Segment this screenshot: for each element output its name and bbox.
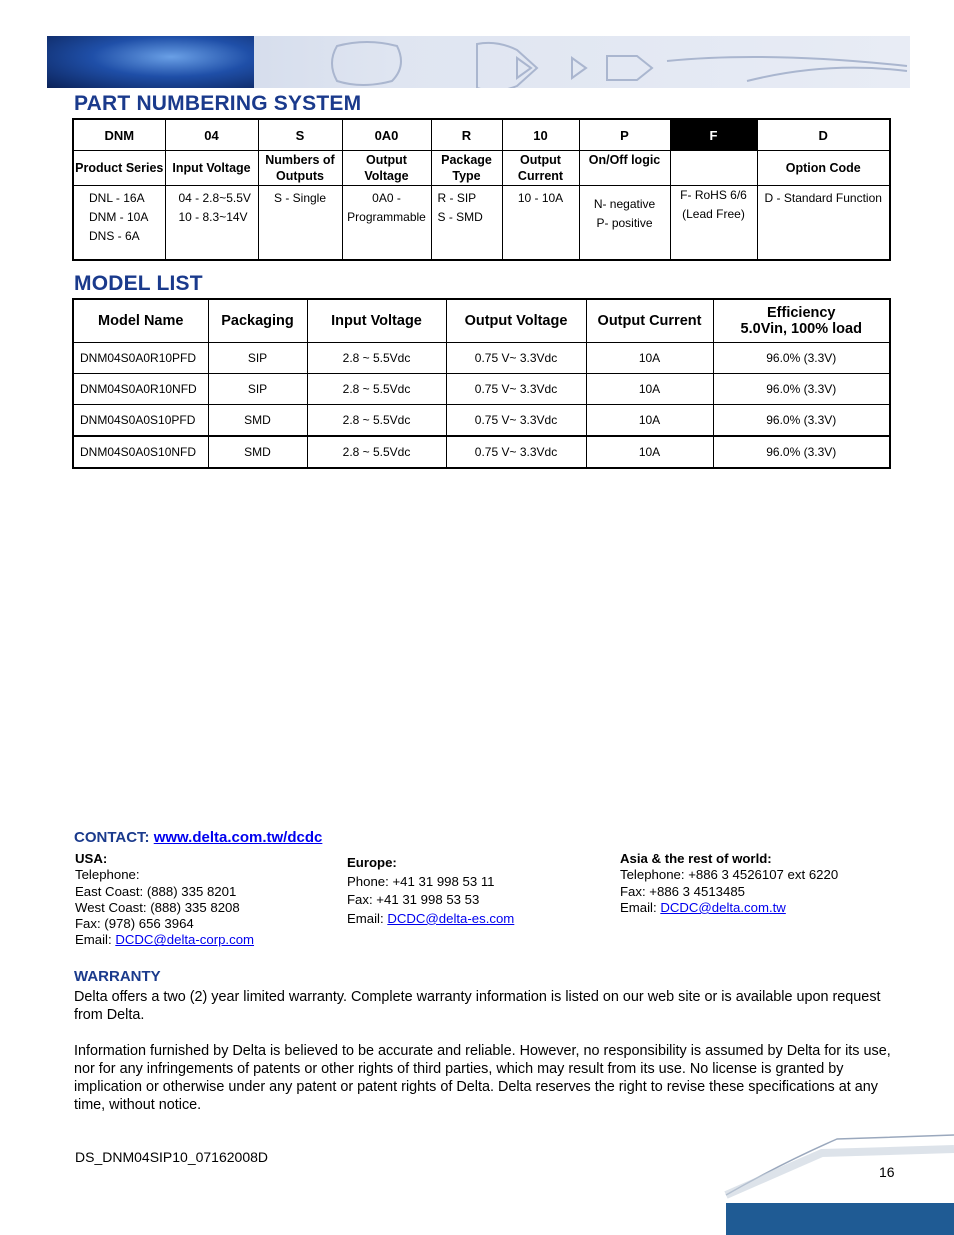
table-cell: 10A	[586, 405, 713, 437]
table-cell: SMD	[208, 436, 307, 468]
value-cell	[165, 186, 258, 261]
value-cell	[670, 186, 757, 261]
code-cell: D	[757, 119, 890, 151]
europe-line: Fax: +41 31 998 53 53	[347, 892, 480, 908]
banner-decoration	[47, 36, 910, 88]
contact-europe	[347, 854, 514, 928]
table-cell: 0.75 V~ 3.3Vdc	[446, 374, 586, 405]
usa-heading: USA:	[75, 851, 108, 866]
model-name-cell: DNM04S0A0R10NFD	[73, 374, 208, 405]
header-cell: Output Current	[502, 151, 579, 186]
header-cell: Output Voltage	[342, 151, 431, 186]
table-cell: 2.8 ~ 5.5Vdc	[307, 343, 446, 374]
value-line: DNS - 6A	[89, 229, 140, 243]
value-line: F- RoHS 6/6	[680, 188, 747, 202]
column-header: Output Current	[586, 299, 713, 343]
value-line: (Lead Free)	[682, 207, 745, 221]
header-cell	[670, 151, 757, 186]
asia-line: Fax: +886 3 4513485	[620, 883, 746, 899]
table-cell: 96.0% (3.3V)	[713, 343, 890, 374]
europe-heading: Europe:	[347, 855, 397, 870]
table-cell: SIP	[208, 374, 307, 405]
table-row	[73, 343, 890, 374]
warranty-text: Delta offers a two (2) year limited warranty. Complete warranty information is listed on our web site or is available upon request from Delta.	[74, 989, 881, 1023]
table-row	[73, 436, 890, 468]
header-cell: Numbers of Outputs	[258, 151, 342, 186]
table-cell: 0.75 V~ 3.3Vdc	[446, 343, 586, 374]
value-line: Programmable	[347, 210, 426, 224]
page-number: 16	[879, 1164, 895, 1180]
warranty-heading: WARRANTY	[74, 968, 161, 985]
value-cell	[73, 186, 165, 261]
part-numbering-title: PART NUMBERING SYSTEM	[74, 92, 362, 115]
value-line: 04 - 2.8~5.5V	[178, 191, 251, 205]
value-line: 10 - 10A	[517, 191, 564, 205]
header-banner	[47, 36, 910, 88]
column-header: Input Voltage	[307, 299, 446, 343]
asia-email-label: Email:	[620, 899, 661, 915]
contact-url-link[interactable]: www.delta.com.tw/dcdc	[153, 829, 323, 846]
value-line: N- negative	[593, 197, 656, 211]
table-cell: 0.75 V~ 3.3Vdc	[446, 436, 586, 468]
table-cell: 0.75 V~ 3.3Vdc	[446, 405, 586, 437]
header-cell: On/Off logic	[579, 151, 670, 186]
value-cell	[258, 186, 342, 261]
model-name-cell: DNM04S0A0R10PFD	[73, 343, 208, 374]
model-name-cell: DNM04S0A0S10PFD	[73, 405, 208, 437]
asia-email-link[interactable]: DCDC@delta.com.tw	[660, 899, 786, 915]
value-line: P- positive	[596, 216, 653, 230]
column-header: Model Name	[73, 299, 208, 343]
asia-heading: Asia & the rest of world:	[620, 851, 772, 866]
table-row	[73, 405, 890, 437]
asia-line: Telephone: +886 3 4526107 ext 6220	[620, 867, 839, 883]
value-cell	[757, 186, 890, 261]
code-cell: 04	[165, 119, 258, 151]
model-list-title: MODEL LIST	[74, 272, 203, 295]
europe-email-label: Email:	[347, 910, 388, 926]
value-cell	[342, 186, 431, 261]
table-cell: 2.8 ~ 5.5Vdc	[307, 436, 446, 468]
header-cell: Input Voltage	[165, 151, 258, 186]
table-cell: SIP	[208, 343, 307, 374]
code-cell: 10	[502, 119, 579, 151]
efficiency-header: Efficiency	[767, 305, 836, 321]
value-cell	[431, 186, 502, 261]
value-cell	[579, 186, 670, 261]
value-line: 0A0 -	[372, 191, 401, 205]
table-cell: SMD	[208, 405, 307, 437]
disclaimer-text: Information furnished by Delta is believed to be accurate and reliable. However, no responsibility is assumed by Delta for its use, nor for any infringements of patents or other rights of third parties, which may result from its use. No license is granted by implication or otherwise under any patent or patent rights of Delta. Delta reserves the right to revise these specifications at any time, without notice.	[74, 1043, 891, 1113]
usa-line: Telephone:	[75, 867, 140, 883]
value-line: 10 - 8.3~14V	[178, 210, 248, 224]
column-header: Packaging	[208, 299, 307, 343]
table-cell: 10A	[586, 436, 713, 468]
value-line: DNM - 10A	[89, 210, 149, 224]
table-cell: 96.0% (3.3V)	[713, 405, 890, 437]
table-cell: 96.0% (3.3V)	[713, 374, 890, 405]
column-header	[713, 299, 890, 343]
value-line: DNL - 16A	[89, 191, 145, 205]
table-cell: 96.0% (3.3V)	[713, 436, 890, 468]
header-cell: Option Code	[757, 151, 890, 186]
contact-label: CONTACT:	[74, 829, 154, 846]
contact-heading	[74, 829, 322, 846]
usa-email-label: Email:	[75, 932, 116, 948]
efficiency-subheader: 5.0Vin, 100% load	[740, 321, 862, 337]
table-cell: 2.8 ~ 5.5Vdc	[307, 405, 446, 437]
value-cell	[502, 186, 579, 261]
usa-line: East Coast: (888) 335 8201	[75, 883, 237, 899]
contact-asia	[620, 851, 838, 916]
europe-email-link[interactable]: DCDC@delta-es.com	[387, 910, 515, 926]
table-cell: 10A	[586, 374, 713, 405]
header-cell: Package Type	[431, 151, 502, 186]
value-line: D - Standard Function	[764, 191, 882, 205]
table-cell: 10A	[586, 343, 713, 374]
code-cell-highlight: F	[670, 119, 757, 151]
model-list-table	[72, 298, 891, 469]
europe-line: Phone: +41 31 998 53 11	[347, 873, 495, 889]
value-line: R - SIP	[437, 191, 477, 205]
column-header: Output Voltage	[446, 299, 586, 343]
table-row	[73, 374, 890, 405]
model-name-cell: DNM04S0A0S10NFD	[73, 436, 208, 468]
code-cell: DNM	[73, 119, 165, 151]
table-cell: 2.8 ~ 5.5Vdc	[307, 374, 446, 405]
corner-decoration	[722, 1133, 954, 1235]
contact-usa	[75, 851, 254, 949]
value-line: S - Single	[273, 191, 327, 205]
part-numbering-table	[72, 118, 891, 261]
value-line: S - SMD	[437, 210, 483, 224]
code-cell: P	[579, 119, 670, 151]
usa-line: Fax: (978) 656 3964	[75, 916, 194, 932]
document-id: DS_DNM04SIP10_07162008D	[75, 1149, 269, 1165]
usa-email-link[interactable]: DCDC@delta-corp.com	[115, 932, 255, 948]
code-cell: R	[431, 119, 502, 151]
usa-line: West Coast: (888) 335 8208	[75, 899, 240, 915]
code-cell: S	[258, 119, 342, 151]
header-cell: Product Series	[73, 151, 165, 186]
code-cell: 0A0	[342, 119, 431, 151]
